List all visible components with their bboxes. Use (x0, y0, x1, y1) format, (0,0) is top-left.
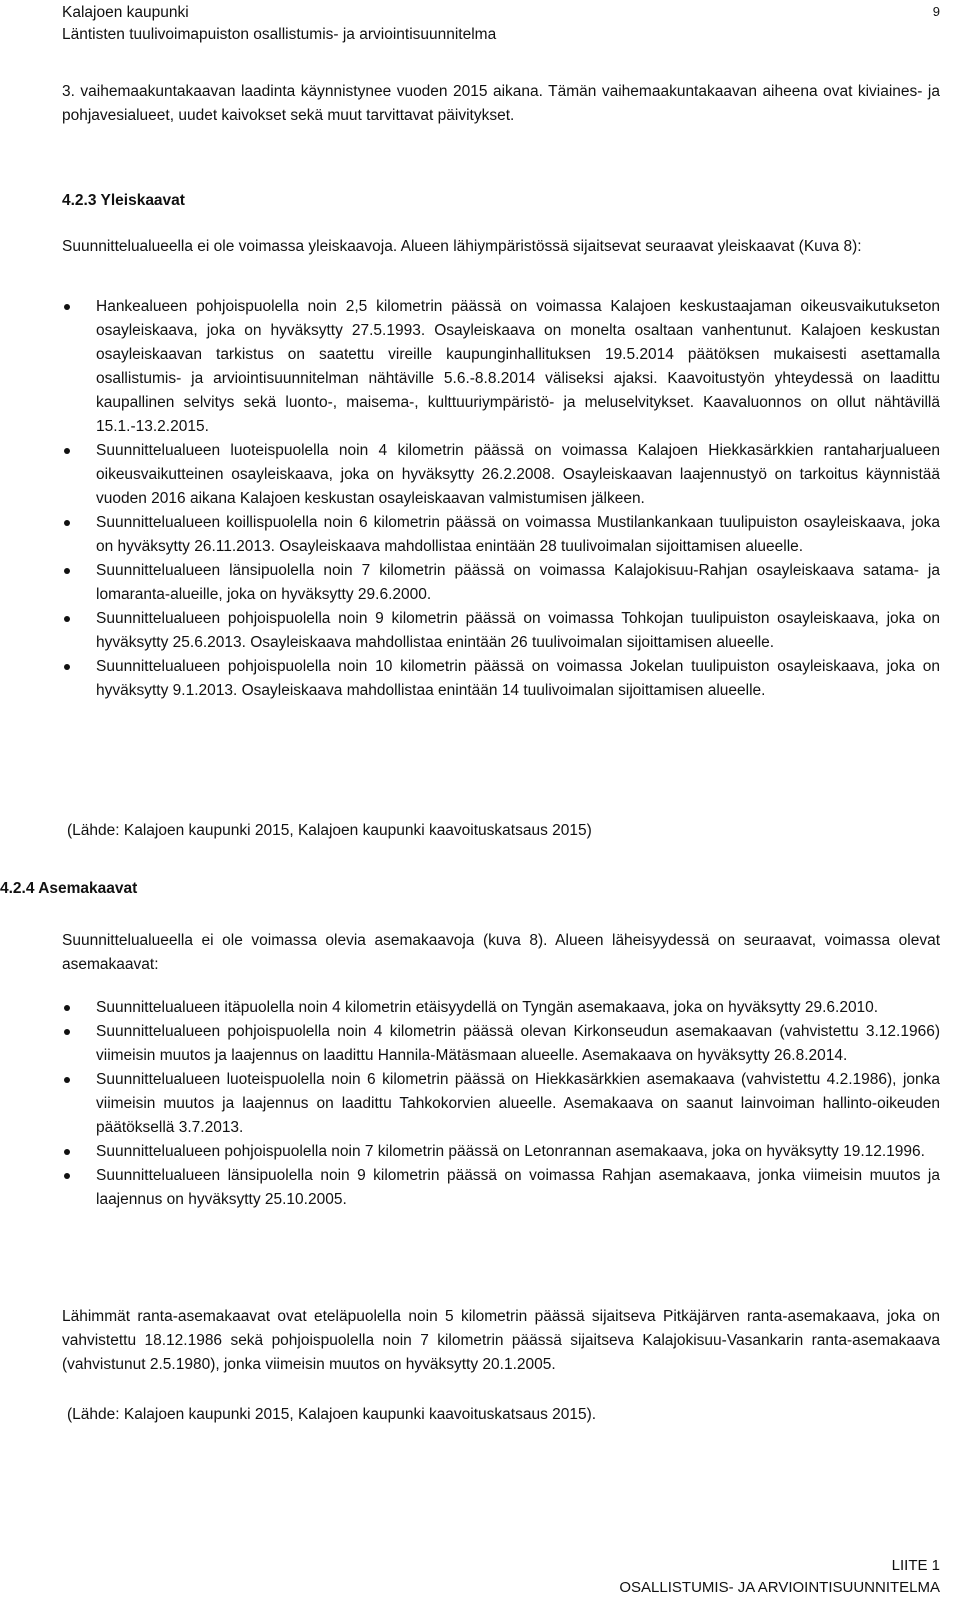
asemakaavat-intro: Suunnittelualueella ei ole voimassa olevia asemakaavoja (kuva 8). Alueen läheisyydessä on seuraavat, voimassa olevat asemakaavat: (62, 932, 940, 973)
asemakaavat-closing: Lähimmät ranta-asemakaavat ovat eteläpuolella noin 5 kilometrin päässä sijaitseva Pitkäjärven ranta-asemakaava, joka on vahvistettu 18.12.1986 sekä pohjoispuolella noin 7 kilometrin päässä sijaitseva Kalajokisuu-Vasankarin ranta-asemakaava (vahvistunut 2.5.1980), jonka viimeisin muutos on hyväksytty 20.1.2005. (62, 1308, 940, 1373)
list-item: Suunnittelualueen pohjoispuolella noin 10 kilometrin päässä on voimassa Jokelan tuulipuiston osayleiskaava, joka on hyväksytty 9.1.2013. Osayleiskaava mahdollistaa enintään 14 tuulivoimalan sijoittamisen alueelle. (62, 655, 940, 703)
list-item: Suunnittelualueen koillispuolella noin 6 kilometrin päässä on voimassa Mustilankankaan tuulipuiston osayleiskaava, joka on hyväksytty 26.11.2013. Osayleiskaava mahdollistaa enintään 28 tuulivoimalan sijoittamisen alueelle. (62, 511, 940, 559)
list-item: Suunnittelualueen pohjoispuolella noin 4 kilometrin päässä olevan Kirkonseudun asemakaavan (vahvistettu 3.12.1966) viimeisin muutos ja laajennus on laadittu Hannila-Mätäsmaan alueelle. Asemakaava on hyväksytty 26.8.2014. (62, 1020, 940, 1068)
list-item: Suunnittelualueen luoteispuolella noin 4 kilometrin päässä on voimassa Kalajoen Hiekkasärkkien rantaharjualueen oikeusvaikutteinen osayleiskaava, joka on hyväksytty 26.2.2008. Osayleiskaavan laajennustyö on tarkoitus käynnistää vuoden 2016 aikana Kalajoen keskustan osayleiskaavan valmistumisen jälkeen. (62, 439, 940, 511)
intro-paragraph: 3. vaihemaakuntakaavan laadinta käynnistynee vuoden 2015 aikana. Tämän vaihemaakuntakaavan aiheena ovat kiviaines- ja pohjavesialueet, uudet kaivokset sekä muut tarvittavat päivitykset. (62, 83, 940, 124)
heading-asemakaavat-text: 4.2.4 Asemakaavat (0, 880, 138, 897)
list-item: Suunnittelualueen pohjoispuolella noin 9 kilometrin päässä on voimassa Tohkojan tuulipuiston osayleiskaava, joka on hyväksytty 25.6.2013. Osayleiskaava mahdollistaa enintään 26 tuulivoimalan sijoittamisen alueelle. (62, 607, 940, 655)
heading-yleiskaavat: 4.2.3 Yleiskaavat (62, 192, 185, 209)
list-item: Suunnittelualueen länsipuolella noin 7 kilometrin päässä on voimassa Kalajokisuu-Rahjan osayleiskaava satama- ja lomaranta-alueille, joka on hyväksytty 29.6.2000. (62, 559, 940, 607)
list-item: Suunnittelualueen pohjoispuolella noin 7 kilometrin päässä on Letonrannan asemakaava, joka on hyväksytty 19.12.1996. (62, 1140, 940, 1164)
page-header (62, 2, 940, 46)
footer-document-type: OSALLISTUMIS- JA ARVIOINTISUUNNITELMA (619, 1579, 940, 1596)
yleiskaavat-list (62, 295, 940, 703)
page-footer (619, 1555, 940, 1599)
header-document-title: Läntisten tuulivoimapuiston osallistumis- ja arviointisuunnitelma (62, 26, 497, 43)
header-organization: Kalajoen kaupunki (62, 4, 189, 21)
list-item: Suunnittelualueen länsipuolella noin 9 kilometrin päässä on voimassa Rahjan asemakaava, jonka viimeisin muutos ja laajennus on hyväksytty 25.10.2005. (62, 1164, 940, 1212)
list-item: Suunnittelualueen itäpuolella noin 4 kilometrin etäisyydellä on Tyngän asemakaava, joka on hyväksytty 29.6.2010. (62, 996, 940, 1020)
page-number: 9 (932, 4, 940, 19)
asemakaavat-source: (Lähde: Kalajoen kaupunki 2015, Kalajoen kaupunki kaavoituskatsaus 2015). (67, 1406, 597, 1423)
asemakaavat-list (62, 996, 940, 1212)
yleiskaavat-intro: Suunnittelualueella ei ole voimassa yleiskaavoja. Alueen lähiympäristössä sijaitsevat seuraavat yleiskaavat (Kuva 8): (62, 238, 862, 255)
list-item: Hankealueen pohjoispuolella noin 2,5 kilometrin päässä on voimassa Kalajoen keskustaajaman oikeusvaikutukseton osayleiskaava, joka on hyväksytty 27.5.1993. Osayleiskaava on monelta osaltaan vanhentunut. Kalajoen keskustan osayleiskaavan tarkistus on saatettu vireille kaupunginhallituksen 19.5.2014 päätöksen mukaisesti asettamalla osallistumis- ja arviointisuunnitelman nähtäville 5.6.-8.8.2014 väliseksi ajaksi. Kaavoitustyön yhteydessä on laadittu kaupallinen selvitys sekä luonto-, maisema-, kulttuuriympäristö- ja meluselvitykset. Kaavaluonnos on ollut nähtävillä 15.1.-13.2.2015. (62, 295, 940, 439)
yleiskaavat-source: (Lähde: Kalajoen kaupunki 2015, Kalajoen kaupunki kaavoituskatsaus 2015) (67, 822, 592, 839)
list-item: Suunnittelualueen luoteispuolella noin 6 kilometrin päässä on Hiekkasärkkien asemakaava (vahvistettu 4.2.1986), jonka viimeisin muutos ja laajennus on laadittu Tahkokorvien alueelle. Asemakaava on saanut lainvoiman hallinto-oikeuden päätöksellä 3.7.2013. (62, 1068, 940, 1140)
footer-attachment: LIITE 1 (891, 1557, 940, 1574)
